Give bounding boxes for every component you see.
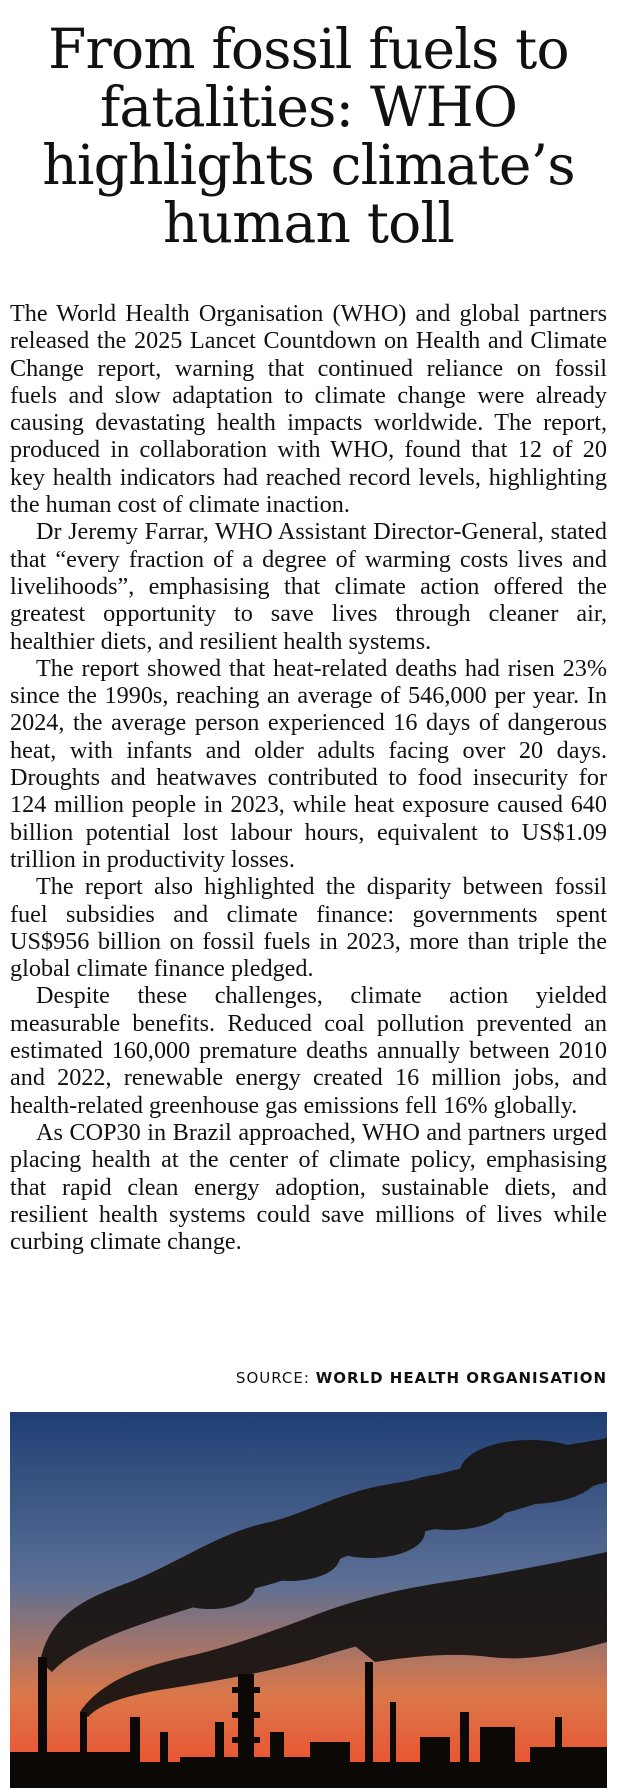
smoke-plume <box>240 1533 340 1581</box>
smoke-plume <box>165 1565 255 1609</box>
article-paragraph: Dr Jeremy Farrar, WHO Assistant Director-General, stated that “every fraction of a degree of warming costs lives and livelihoods”, emphasising that climate action offered the greatest opportunity to save lives through cleaner air, healthier diets, and resilient health systems. <box>10 518 607 655</box>
article-paragraph: Despite these challenges, climate action yielded measurable benefits. Reduced coal pollution prevented an estimated 160,000 premature deaths annually between 2010 and 2022, renewable energy created 16 million jobs, and health-related greenhouse gas emissions fell 16% globally. <box>10 982 607 1119</box>
article-paragraph: The report also highlighted the disparity between fossil fuel subsidies and climate finance: governments spent US$956 billion on fossil fuels in 2023, more than triple the global climate finance pledged. <box>10 873 607 983</box>
headline: From fossil fuels to fatalities: WHO highlights climate’s human toll <box>42 17 575 255</box>
refinery-structure <box>232 1712 260 1718</box>
article-body <box>10 300 607 1255</box>
article-paragraph: As COP30 in Brazil approached, WHO and partners urged placing health at the center of climate policy, emphasising that rapid clean energy adoption, sustainable diets, and resilient health systems could save millions of lives while curbing climate change. <box>10 1118 607 1256</box>
source-credit <box>236 1369 607 1387</box>
refinery-structure <box>10 1752 130 1764</box>
smoke-plume <box>425 1605 535 1649</box>
refinery-structure <box>232 1687 260 1693</box>
smokestacks-photo <box>10 1412 607 1788</box>
source-name: WORLD HEALTH ORGANISATION <box>315 1369 607 1387</box>
smokestacks-illustration <box>10 1412 607 1788</box>
refinery-structure <box>180 1757 310 1765</box>
source-label: SOURCE: <box>235 1369 310 1387</box>
refinery-structure <box>10 1762 607 1788</box>
refinery-structure <box>232 1737 260 1743</box>
article-paragraph: The report showed that heat-related deaths had risen 23% since the 1990s, reaching an average of 546,000 per year. In 2024, the average person experienced 16 days of dangerous heat, with infants and older adults facing over 20 days. Droughts and heatwaves contributed to food insecurity for 124 million people in 2023, while heat exposure caused 640 billion potential lost labour hours, equivalent to US$1.09 trillion in productivity losses. <box>10 654 607 873</box>
article-paragraph: The World Health Organisation (WHO) and global partners released the 2025 Lancet Countdown on Health and Climate Change report, warning that continued reliance on fossil fuels and slow adaptation to climate change were already causing devastating health impacts worldwide. The report, produced in collaboration with WHO, found that 12 of 20 key health indicators had reached record levels, highlighting the human cost of climate inaction. <box>10 300 607 519</box>
